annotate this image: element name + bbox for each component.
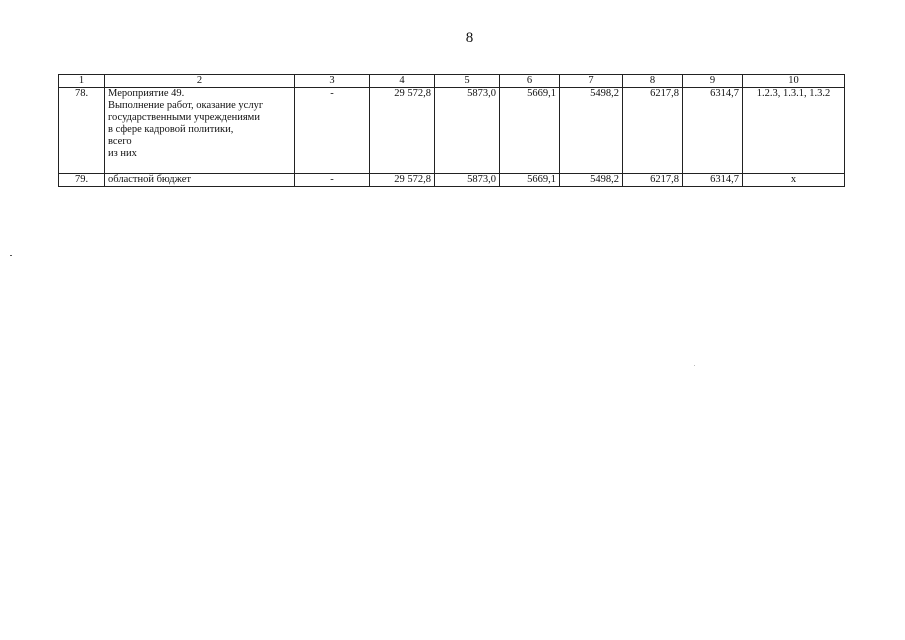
row-col-5: 5873,0 bbox=[435, 88, 500, 174]
header-cell-1: 1 bbox=[59, 75, 105, 88]
row-col-8: 6217,8 bbox=[623, 174, 683, 187]
header-cell-9: 9 bbox=[683, 75, 743, 88]
row-col-9: 6314,7 bbox=[683, 174, 743, 187]
row-number: 79. bbox=[59, 174, 105, 187]
header-cell-6: 6 bbox=[500, 75, 560, 88]
row-name-line: Мероприятие 49. bbox=[108, 88, 185, 99]
row-col-7: 5498,2 bbox=[560, 88, 623, 174]
row-name: областной бюджет bbox=[105, 174, 295, 187]
budget-table bbox=[58, 74, 845, 187]
row-name bbox=[105, 88, 295, 174]
row-name-line: из них bbox=[108, 148, 137, 159]
row-col-10: x bbox=[743, 174, 845, 187]
row-col-4: 29 572,8 bbox=[370, 88, 435, 174]
table-row bbox=[59, 174, 845, 187]
row-col-8: 6217,8 bbox=[623, 88, 683, 174]
header-cell-8: 8 bbox=[623, 75, 683, 88]
scan-speck bbox=[10, 255, 12, 256]
header-cell-7: 7 bbox=[560, 75, 623, 88]
row-col-5: 5873,0 bbox=[435, 174, 500, 187]
row-col-3: - bbox=[295, 88, 370, 174]
scan-speck bbox=[694, 365, 695, 366]
header-cell-3: 3 bbox=[295, 75, 370, 88]
table-row bbox=[59, 88, 845, 174]
row-col-6: 5669,1 bbox=[500, 88, 560, 174]
row-name-line: Выполнение работ, оказание услуг bbox=[108, 100, 264, 111]
page-number: 8 bbox=[465, 30, 474, 46]
row-col-9: 6314,7 bbox=[683, 88, 743, 174]
row-col-3: - bbox=[295, 174, 370, 187]
row-col-6: 5669,1 bbox=[500, 174, 560, 187]
table-header-row bbox=[59, 75, 845, 88]
row-name-line: государственными учреждениями bbox=[108, 112, 260, 123]
header-cell-2: 2 bbox=[105, 75, 295, 88]
row-number: 78. bbox=[59, 88, 105, 174]
row-name-line: всего bbox=[108, 136, 132, 147]
row-name-line: в сфере кадровой политики, bbox=[108, 124, 234, 135]
header-cell-4: 4 bbox=[370, 75, 435, 88]
row-col-10: 1.2.3, 1.3.1, 1.3.2 bbox=[743, 88, 845, 174]
header-cell-5: 5 bbox=[435, 75, 500, 88]
header-cell-10: 10 bbox=[743, 75, 845, 88]
row-col-7: 5498,2 bbox=[560, 174, 623, 187]
row-col-4: 29 572,8 bbox=[370, 174, 435, 187]
